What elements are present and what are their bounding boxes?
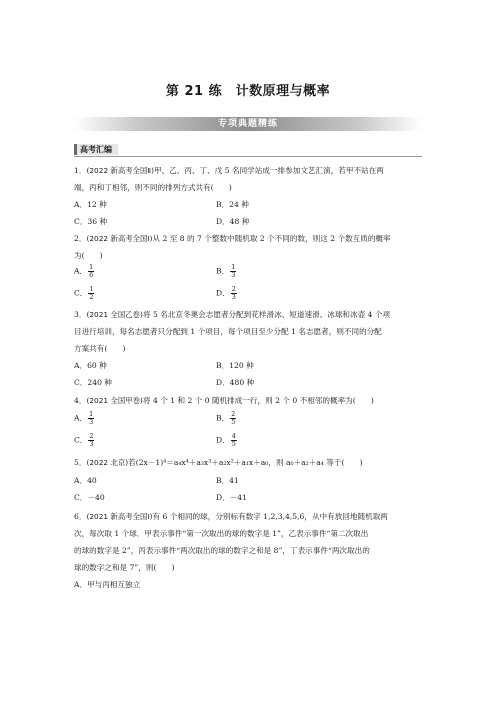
- denominator: 3: [89, 440, 94, 448]
- question-text: 将 5 名北京冬奥会志愿者分配到花样滑冰、短道速滑、冰球和冰壶 4 个项: [142, 310, 391, 319]
- fraction: [88, 411, 94, 426]
- question-number: 6．: [74, 512, 87, 521]
- question-4-option-c: [74, 433, 94, 448]
- question-4-option-b: [216, 411, 236, 426]
- fraction: [88, 264, 94, 279]
- question-6-line-3: 的球的数字是 2”，丙表示事件“两次取出的球的数字之和是 8”，丁表示事件“两次取出的: [74, 546, 370, 555]
- question-source: (2022 北京): [86, 458, 129, 467]
- question-source: (2021 全国乙卷): [86, 310, 143, 319]
- option-label: C．: [74, 288, 88, 298]
- question-3-line-1: [74, 310, 390, 320]
- denominator: 3: [231, 293, 236, 301]
- banner-label: 专项典题精练: [217, 119, 278, 129]
- question-source: (2021 全国甲卷): [86, 396, 143, 405]
- question-1-option-c: C．36 种: [74, 217, 108, 226]
- denominator: 2: [89, 293, 94, 301]
- question-4-option-d: [216, 433, 237, 448]
- question-text: 从 2 至 8 的 7 个整数中随机取 2 个不同的数，则这 2 个数互质的概率: [152, 234, 391, 243]
- numerator: 1: [231, 263, 236, 271]
- question-1-option-a: A．12 种: [74, 200, 107, 209]
- question-text: 有 6 个相同的球，分别标有数字 1,2,3,4,5,6，从中有放回地随机取两: [152, 512, 388, 521]
- question-text: 甲、乙、丙、丁、戊 5 名同学站成一排参加文艺汇演，若甲不站在两: [153, 166, 384, 175]
- numerator: 2: [231, 285, 236, 293]
- section-tag: 高考汇编: [74, 144, 118, 155]
- section-header: [74, 144, 422, 157]
- option-label: B．: [216, 413, 230, 423]
- question-3-option-a: A．60 种: [74, 361, 107, 370]
- fraction: [230, 411, 236, 426]
- question-text: 若(2x－1)⁴＝a₄x⁴＋a₃x³＋a₂x²＋a₁x＋a₀，则 a₀＋a₂＋a₄ 等于( ): [128, 458, 363, 467]
- option-label: D．: [216, 288, 230, 298]
- question-5-option-a: A．40: [74, 476, 97, 485]
- option-label: D．: [216, 435, 230, 445]
- question-3-option-d: D．480 种: [216, 378, 255, 387]
- question-number: 4．: [74, 396, 87, 405]
- numerator: 2: [89, 432, 94, 440]
- question-source: (2021 新高考全国Ⅰ): [86, 512, 153, 521]
- question-2-option-d: [216, 286, 237, 301]
- question-1-option-d: D．48 种: [216, 217, 250, 226]
- numerator: 2: [231, 410, 236, 418]
- page-title: 第 21 练 计数原理与概率: [165, 84, 331, 99]
- fraction: [230, 264, 236, 279]
- option-label: A．: [74, 413, 88, 423]
- question-3-line-2: 目进行培训，每名志愿者只分配到 1 个项目，每个项目至少分配 1 名志愿者，则不同的分配: [74, 327, 382, 336]
- question-source: (2022 新高考全国Ⅱ): [86, 166, 154, 175]
- question-1-option-b: B．24 种: [216, 200, 249, 209]
- question-number: 5．: [74, 458, 87, 467]
- denominator: 3: [231, 271, 236, 279]
- question-6-line-1: [74, 512, 388, 522]
- question-2-line-1: [74, 234, 391, 244]
- question-1-line-1: [74, 166, 384, 176]
- option-label: A．: [74, 266, 88, 276]
- section-banner: [74, 117, 422, 131]
- numerator: 1: [89, 410, 94, 418]
- denominator: 5: [231, 418, 236, 426]
- question-3-option-c: C．240 种: [74, 378, 112, 387]
- fraction: [231, 286, 237, 301]
- numerator: 1: [89, 285, 94, 293]
- question-1-line-2: 端，丙和丁相邻，则不同的排列方式共有( ): [74, 183, 232, 192]
- question-6-line-4: 球的数字之和是 7”，则( ): [74, 563, 175, 572]
- question-3-option-b: B．120 种: [216, 361, 254, 370]
- question-2-line-2: 为( ): [74, 251, 103, 260]
- question-number: 2．: [74, 234, 87, 243]
- denominator: 5: [231, 440, 236, 448]
- question-number: 1．: [74, 166, 87, 175]
- option-label: B．: [216, 266, 230, 276]
- question-5-option-d: D．－41: [216, 493, 247, 502]
- question-2-option-c: [74, 286, 94, 301]
- question-5-line-1: [74, 458, 363, 468]
- question-6-line-2: 次，每次取 1 个球．甲表示事件“第一次取出的球的数字是 1”，乙表示事件“第二次取出: [74, 529, 369, 538]
- option-label: C．: [74, 435, 88, 445]
- denominator: 3: [89, 418, 94, 426]
- fraction: [88, 286, 94, 301]
- question-4-line-1: [74, 396, 374, 406]
- question-6-option-a: A．甲与丙相互独立: [74, 580, 141, 589]
- numerator: 4: [231, 432, 236, 440]
- question-5-option-c: C．－40: [74, 493, 105, 502]
- question-source: (2022 新高考全国Ⅰ): [86, 234, 153, 243]
- question-3-line-3: 方案共有( ): [74, 344, 126, 353]
- fraction: [231, 433, 237, 448]
- numerator: 1: [89, 263, 94, 271]
- question-number: 3．: [74, 310, 87, 319]
- question-2-option-a: [74, 264, 94, 279]
- question-5-option-b: B．41: [216, 476, 239, 485]
- denominator: 6: [89, 271, 94, 279]
- question-2-option-b: [216, 264, 236, 279]
- question-4-option-a: [74, 411, 94, 426]
- question-text: 将 4 个 1 和 2 个 0 随机排成一行，则 2 个 0 不相邻的概率为( ): [142, 396, 374, 405]
- fraction: [88, 433, 94, 448]
